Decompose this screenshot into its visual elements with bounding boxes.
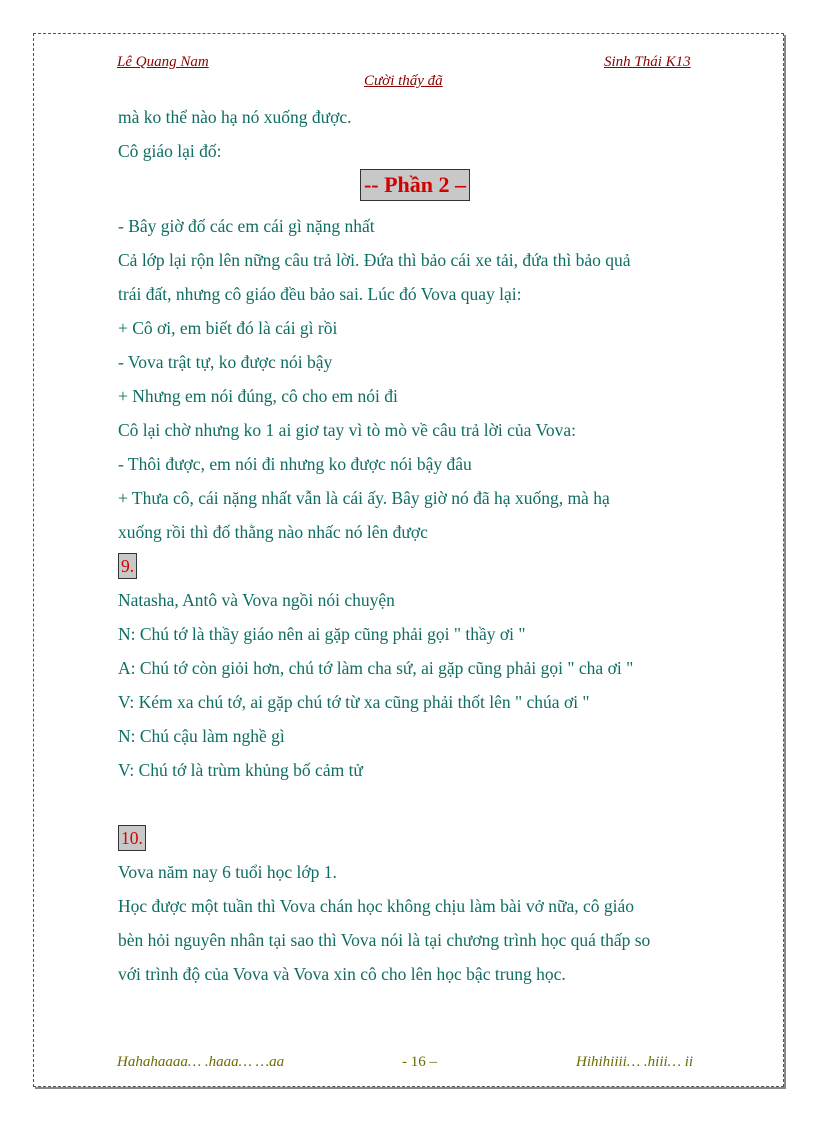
body-line: - Thôi được, em nói đi nhưng ko được nói bậy đâu: [118, 454, 472, 474]
story-number: 9.: [118, 553, 137, 579]
story-heading: [118, 549, 718, 583]
body-line: Học được một tuần thì Vova chán học không chịu làm bài vở nữa, cô giáo: [118, 896, 635, 916]
body-line: Natasha, Antô và Vova ngồi nói chuyện: [118, 590, 395, 610]
body-line: - Vova trật tự, ko được nói bậy: [118, 352, 333, 372]
spacer: [118, 787, 718, 821]
header-doc-title: Cười thấy đã: [364, 73, 443, 89]
section-title: -- Phần 2 –: [360, 169, 470, 201]
body-line: + Cô ơi, em biết đó là cái gì rồi: [118, 318, 338, 338]
body-line: A: Chú tớ còn giỏi hơn, chú tớ làm cha sứ, ai gặp cũng phải gọi " cha ơi ": [118, 658, 634, 678]
body-line: V: Kém xa chú tớ, ai gặp chú tớ từ xa cũng phải thốt lên " chúa ơi ": [118, 692, 590, 712]
body-line: với trình độ của Vova và Vova xin cô cho lên học bậc trung học.: [118, 964, 566, 984]
section-heading: [112, 168, 718, 209]
body-line: bèn hỏi nguyên nhân tại sao thì Vova nói là tại chương trình học quá thấp so: [118, 930, 651, 950]
body-line: trái đất, nhưng cô giáo đều bảo sai. Lúc đó Vova quay lại:: [118, 284, 522, 304]
body-line: V: Chú tớ là trùm khủng bố cảm tử: [118, 760, 363, 780]
body-line: + Nhưng em nói đúng, cô cho em nói đi: [118, 386, 398, 406]
page-number: - 16 –: [402, 1054, 437, 1070]
body-line: Cô giáo lại đố:: [118, 141, 222, 161]
story-number: 10.: [118, 825, 146, 851]
header-class: Sinh Thái K13: [604, 54, 691, 70]
body-line: N: Chú tớ là thầy giáo nên ai gặp cũng phải gọi " thầy ơi ": [118, 624, 526, 644]
body-line: Cô lại chờ nhưng ko 1 ai giơ tay vì tò mò về câu trả lời của Vova:: [118, 420, 576, 440]
footer-left: Hahahaaaa… .haaa… …aa: [117, 1054, 285, 1070]
body-line: xuống rồi thì đố thằng nào nhấc nó lên được: [118, 522, 428, 542]
story-heading: [118, 821, 718, 855]
document-body: [118, 100, 718, 991]
footer-right: Hihihiiii… .hiii… ii: [576, 1054, 694, 1070]
header-author: Lê Quang Nam: [117, 54, 209, 70]
body-line: N: Chú cậu làm nghề gì: [118, 726, 285, 746]
body-line: - Bây giờ đố các em cái gì nặng nhất: [118, 216, 375, 236]
body-line: mà ko thể nào hạ nó xuống được.: [118, 107, 352, 127]
body-line: Cả lớp lại rộn lên nững câu trả lời. Đứa thì bảo cái xe tải, đứa thì bảo quả: [118, 250, 631, 270]
body-line: + Thưa cô, cái nặng nhất vẫn là cái ấy. Bây giờ nó đã hạ xuống, mà hạ: [118, 488, 610, 508]
body-line: Vova năm nay 6 tuổi học lớp 1.: [118, 862, 337, 882]
